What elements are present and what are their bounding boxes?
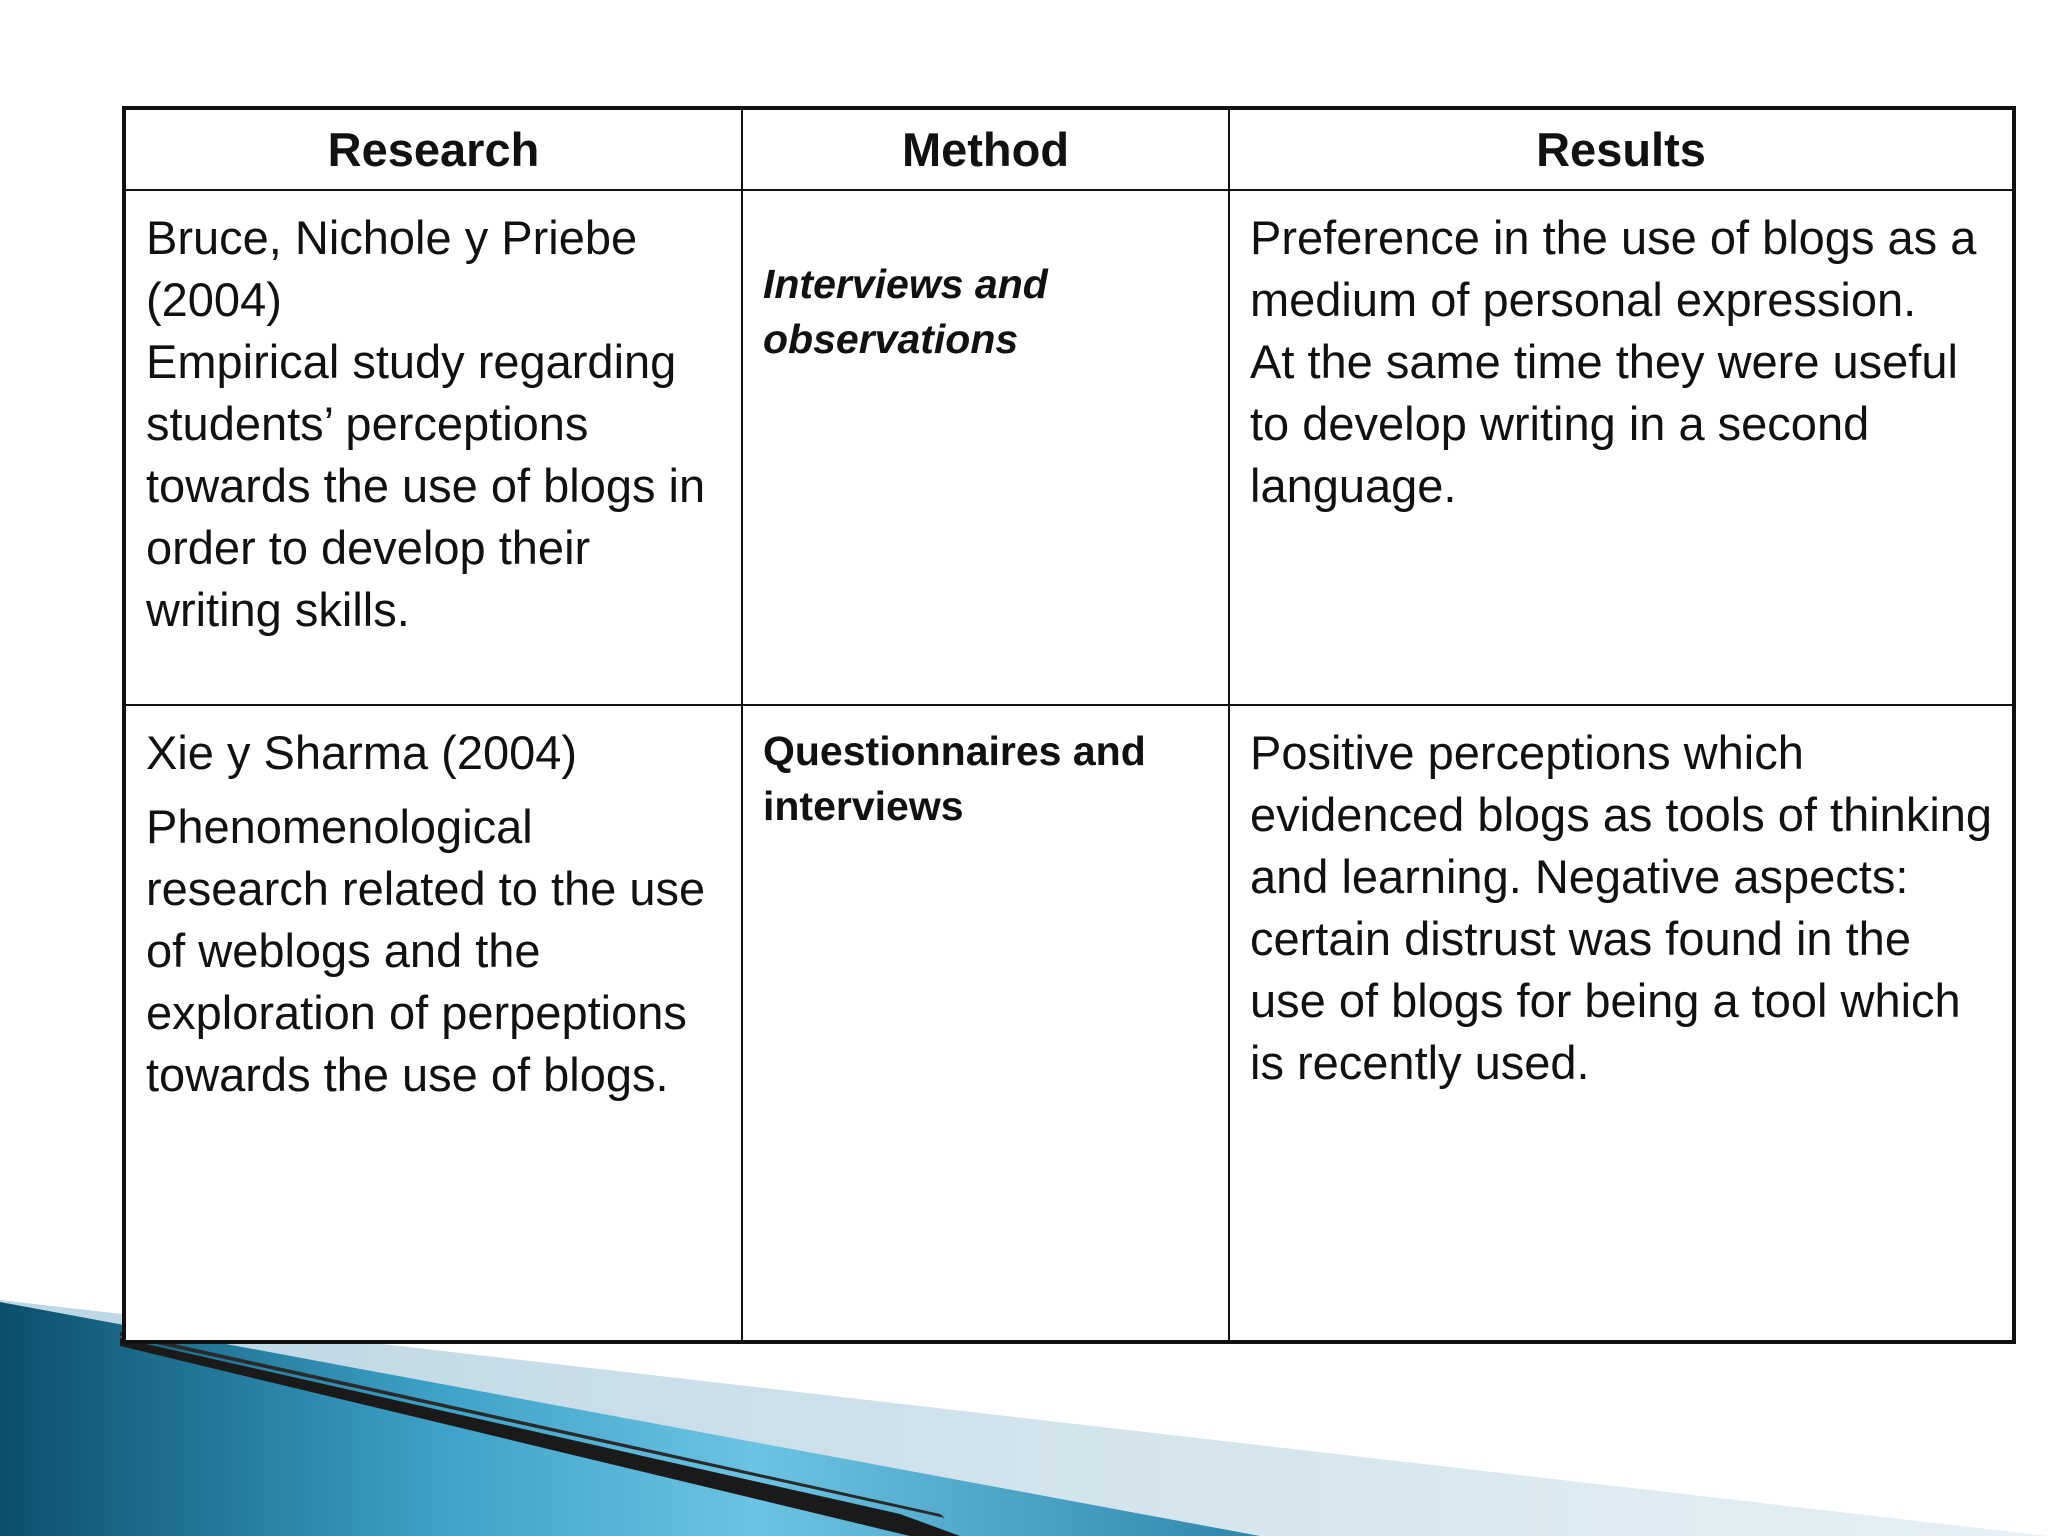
method-cell [742, 190, 1229, 705]
method-text: Questionnaires and interviews [763, 728, 1146, 829]
results-cell [1229, 705, 2014, 1342]
results-text: Positive perceptions which evidenced blogs as tools of thinking and learning. Negative aspects: certain distrust was found in the use of blogs for being a tool which is recently used. [1250, 726, 1993, 1089]
results-text: At the same time they were useful to develop writing in a second language. [1250, 335, 1958, 512]
method-text: Interviews and observations [763, 261, 1048, 362]
research-cell [124, 705, 742, 1342]
table-header-row [124, 108, 2014, 190]
header-results: Results [1229, 108, 2014, 190]
research-citation: Bruce, Nichole y Priebe (2004) [146, 211, 638, 326]
research-cell [124, 190, 742, 705]
research-description: Phenomenological research related to the use of weblogs and the exploration of perpeptions towards the use of blogs. [146, 800, 706, 1101]
results-cell [1229, 190, 2014, 705]
header-research: Research [124, 108, 742, 190]
research-citation: Xie y Sharma (2004) [146, 726, 578, 779]
results-text: Preference in the use of blogs as a medium of personal expression. [1250, 211, 1977, 326]
header-method: Method [742, 108, 1229, 190]
table-row [124, 705, 2014, 1342]
table-row [124, 190, 2014, 705]
research-table [122, 106, 2016, 1344]
research-description: Empirical study regarding students’ perceptions towards the use of blogs in order to develop their writing skills. [146, 335, 706, 636]
method-cell [742, 705, 1229, 1342]
